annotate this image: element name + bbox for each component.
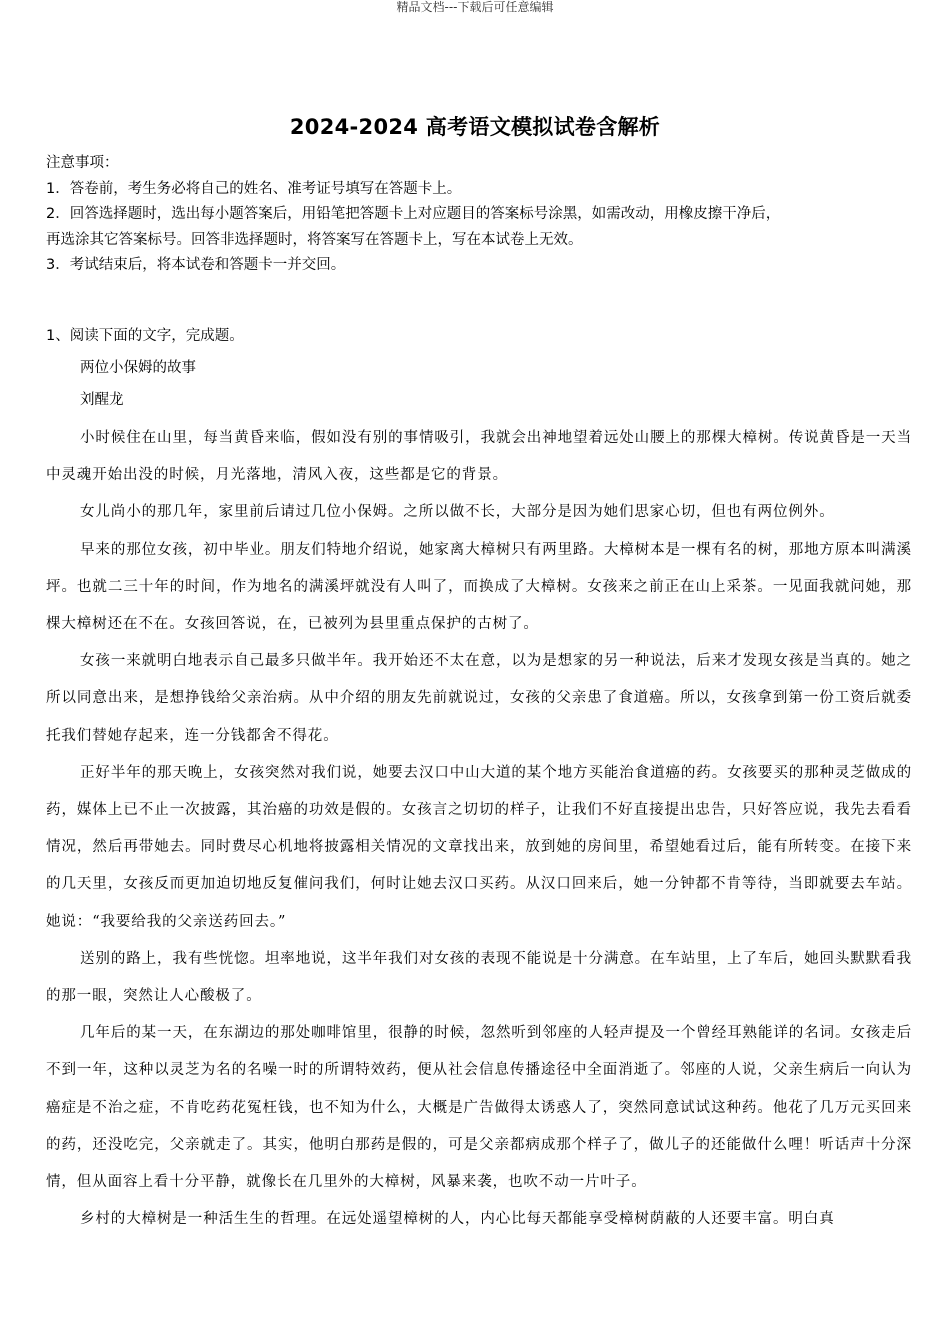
page-header: 精品文档---下载后可任意编辑 (396, 0, 554, 14)
notice-item: 2．回答选择题时，选出每小题答案后，用铅笔把答题卡上对应题目的答案标号涂黑，如需改动，用橡皮擦干净后， (46, 206, 781, 222)
question-prompt: 1、阅读下面的文字，完成题。 (46, 328, 244, 344)
passage-paragraph: 女儿尚小的那几年，家里前后请过几位小保姆。之所以做不长，大部分是因为她们思家心切，但也有两位例外。 (80, 504, 835, 521)
story-title: 两位小保姆的故事 (80, 360, 196, 376)
document-title: 2024-2024 高考语文模拟试卷含解析 (289, 115, 661, 139)
passage-paragraph: 女孩一来就明白地表示自己最多只做半年。我开始还不太在意，以为是想家的另一种说法，后来才发现女孩是当真的。她之所以同意出来，是想挣钱给父亲治病。从中介绍的朋友先前就说过，女孩的父亲患了食道癌。所以，女孩拿到第一份工资后就委托我们替她存起来，连一分钱都舍不得花。 (46, 653, 912, 744)
reading-passage (46, 356, 912, 1238)
notice-item: 再选涂其它答案标号。回答非选择题时，将答案写在答题卡上，写在本试卷上无效。 (46, 231, 583, 248)
notice-item: 1．答卷前，考生务必将自己的姓名、准考证号填写在答题卡上。 (46, 180, 462, 197)
passage-paragraph: 小时候住在山里，每当黄昏来临，假如没有别的事情吸引，我就会出神地望着远处山腰上的那棵大樟树。传说黄昏是一天当中灵魂开始出没的时候，月光落地，清风入夜，这些都是它的背景。 (46, 430, 912, 484)
notice-item: 3．考试结束后，将本试卷和答题卡一并交回。 (46, 257, 346, 273)
notice-section (46, 151, 916, 279)
passage-paragraph: 几年后的某一天，在东湖边的那处咖啡馆里，很静的时候，忽然听到邻座的人轻声提及一个曾经耳熟能详的名词。女孩走后不到一年，这种以灵芝为名的名噪一时的所谓特效药，便从社会信息传播途径中全面消逝了。邻座的人说，父亲生病后一向认为癌症是不治之症，不肯吃药花冤枉钱，也不知为什么，大概是广告做得太诱惑人了，突然同意试试这种药。他花了几万元买回来的药，还没吃完，父亲就走了。其实，他明白那药是假的，可是父亲都病成那个样子了，做儿子的还能做什么哩！听话声十分深情，但从面容上看十分平静，就像长在几里外的大樟树，风暴来袭，也吹不动一片叶子。 (46, 1025, 912, 1191)
passage-paragraph: 早来的那位女孩，初中毕业。朋友们特地介绍说，她家离大樟树只有两里路。大樟树本是一棵有名的树，那地方原本叫满溪坪。也就二三十年的时间，作为地名的满溪坪就没有人叫了，而换成了大樟树。女孩来之前正在山上采茶。一见面我就问她，那棵大樟树还在不在。女孩回答说，在，已被列为县里重点保护的古树了。 (46, 541, 912, 633)
passage-paragraph: 送别的路上，我有些恍惚。坦率地说，这半年我们对女孩的表现不能说是十分满意。在车站里，上了车后，她回头默默看我的那一眼，突然让人心酸极了。 (46, 950, 912, 1005)
passage-paragraph: 正好半年的那天晚上，女孩突然对我们说，她要去汉口中山大道的某个地方买能治食道癌的药。女孩要买的那种灵芝做成的药，媒体上已不止一次披露，其治癌的功效是假的。女孩言之切切的样子，让我们不好直接提出忠告，只好答应说，我先去看看情况，然后再带她去。同时费尽心机地将披露相关情况的文章找出来，放到她的房间里，希望她看过后，能有所转变。在接下来的几天里，女孩反而更加迫切地反复催问我们，何时让她去汉口买药。从汉口回来后，她一分钟都不肯等待，当即就要去车站。她说：“我要给我的父亲送药回去。” (46, 764, 912, 930)
passage-paragraph: 乡村的大樟树是一种活生生的哲理。在远处遥望樟树的人，内心比每天都能享受樟树荫蔽的人还要丰富。明白真 (80, 1211, 835, 1228)
notice-heading: 注意事项： (46, 155, 119, 171)
story-author: 刘醒龙 (80, 392, 124, 408)
